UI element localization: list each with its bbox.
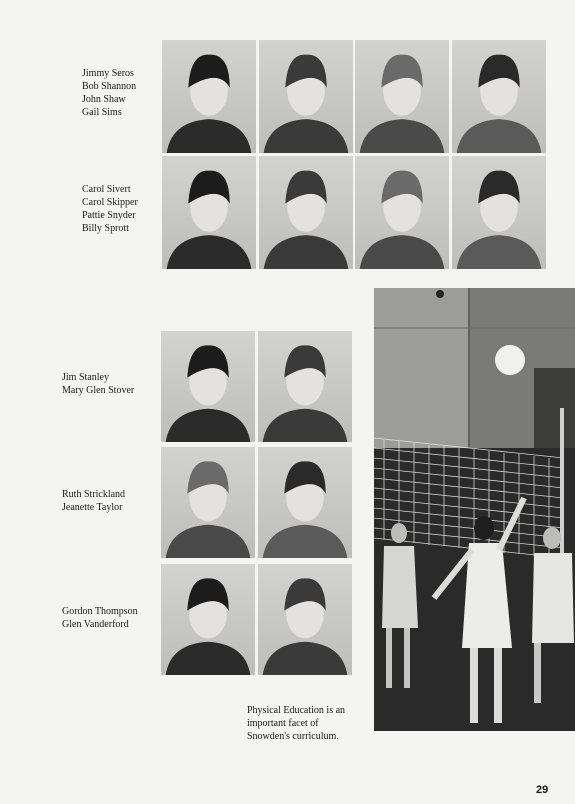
student-name: Jim Stanley bbox=[62, 372, 109, 383]
portrait-photo bbox=[161, 331, 255, 442]
portrait-photo bbox=[452, 156, 546, 269]
portrait-photo bbox=[161, 564, 255, 675]
student-name: Glen Vanderford bbox=[62, 619, 129, 630]
portrait-photo bbox=[258, 564, 352, 675]
student-name: John Shaw bbox=[82, 94, 126, 105]
name-list-row-3 bbox=[62, 371, 134, 397]
student-name: Bob Shannon bbox=[82, 81, 137, 92]
portrait-photo bbox=[259, 40, 353, 153]
student-name: Pattie Snyder bbox=[82, 210, 136, 221]
name-list-row-1 bbox=[82, 67, 136, 119]
portrait-photo bbox=[259, 156, 353, 269]
student-name: Ruth Strickland bbox=[62, 489, 126, 500]
student-name: Jeanette Taylor bbox=[62, 502, 123, 513]
caption-line: important facet of bbox=[247, 718, 319, 729]
caption-line: Physical Education is an bbox=[247, 705, 346, 716]
portrait-photo bbox=[452, 40, 546, 153]
portrait-photo bbox=[258, 447, 352, 558]
page-number: 29 bbox=[536, 784, 549, 796]
portrait-photo bbox=[258, 331, 352, 442]
name-list-row-4 bbox=[62, 488, 125, 514]
student-name: Mary Glen Stover bbox=[62, 385, 135, 396]
student-name: Gordon Thompson bbox=[62, 606, 138, 617]
caption-line: Snowden's curriculum. bbox=[247, 731, 339, 742]
student-name: Carol Sivert bbox=[82, 184, 131, 195]
portrait-photo bbox=[355, 40, 449, 153]
student-name: Carol Skipper bbox=[82, 197, 138, 208]
portrait-photo bbox=[162, 156, 256, 269]
student-name: Billy Sprott bbox=[82, 223, 129, 234]
portrait-photo bbox=[162, 40, 256, 153]
student-name: Gail Sims bbox=[82, 107, 122, 118]
portrait-photo bbox=[161, 447, 255, 558]
portrait-photo bbox=[355, 156, 449, 269]
volleyball-photo bbox=[374, 288, 575, 731]
name-list-row-2 bbox=[82, 183, 138, 235]
name-list-row-5 bbox=[62, 605, 138, 631]
photo-caption bbox=[247, 704, 357, 743]
student-name: Jimmy Seros bbox=[82, 68, 134, 79]
